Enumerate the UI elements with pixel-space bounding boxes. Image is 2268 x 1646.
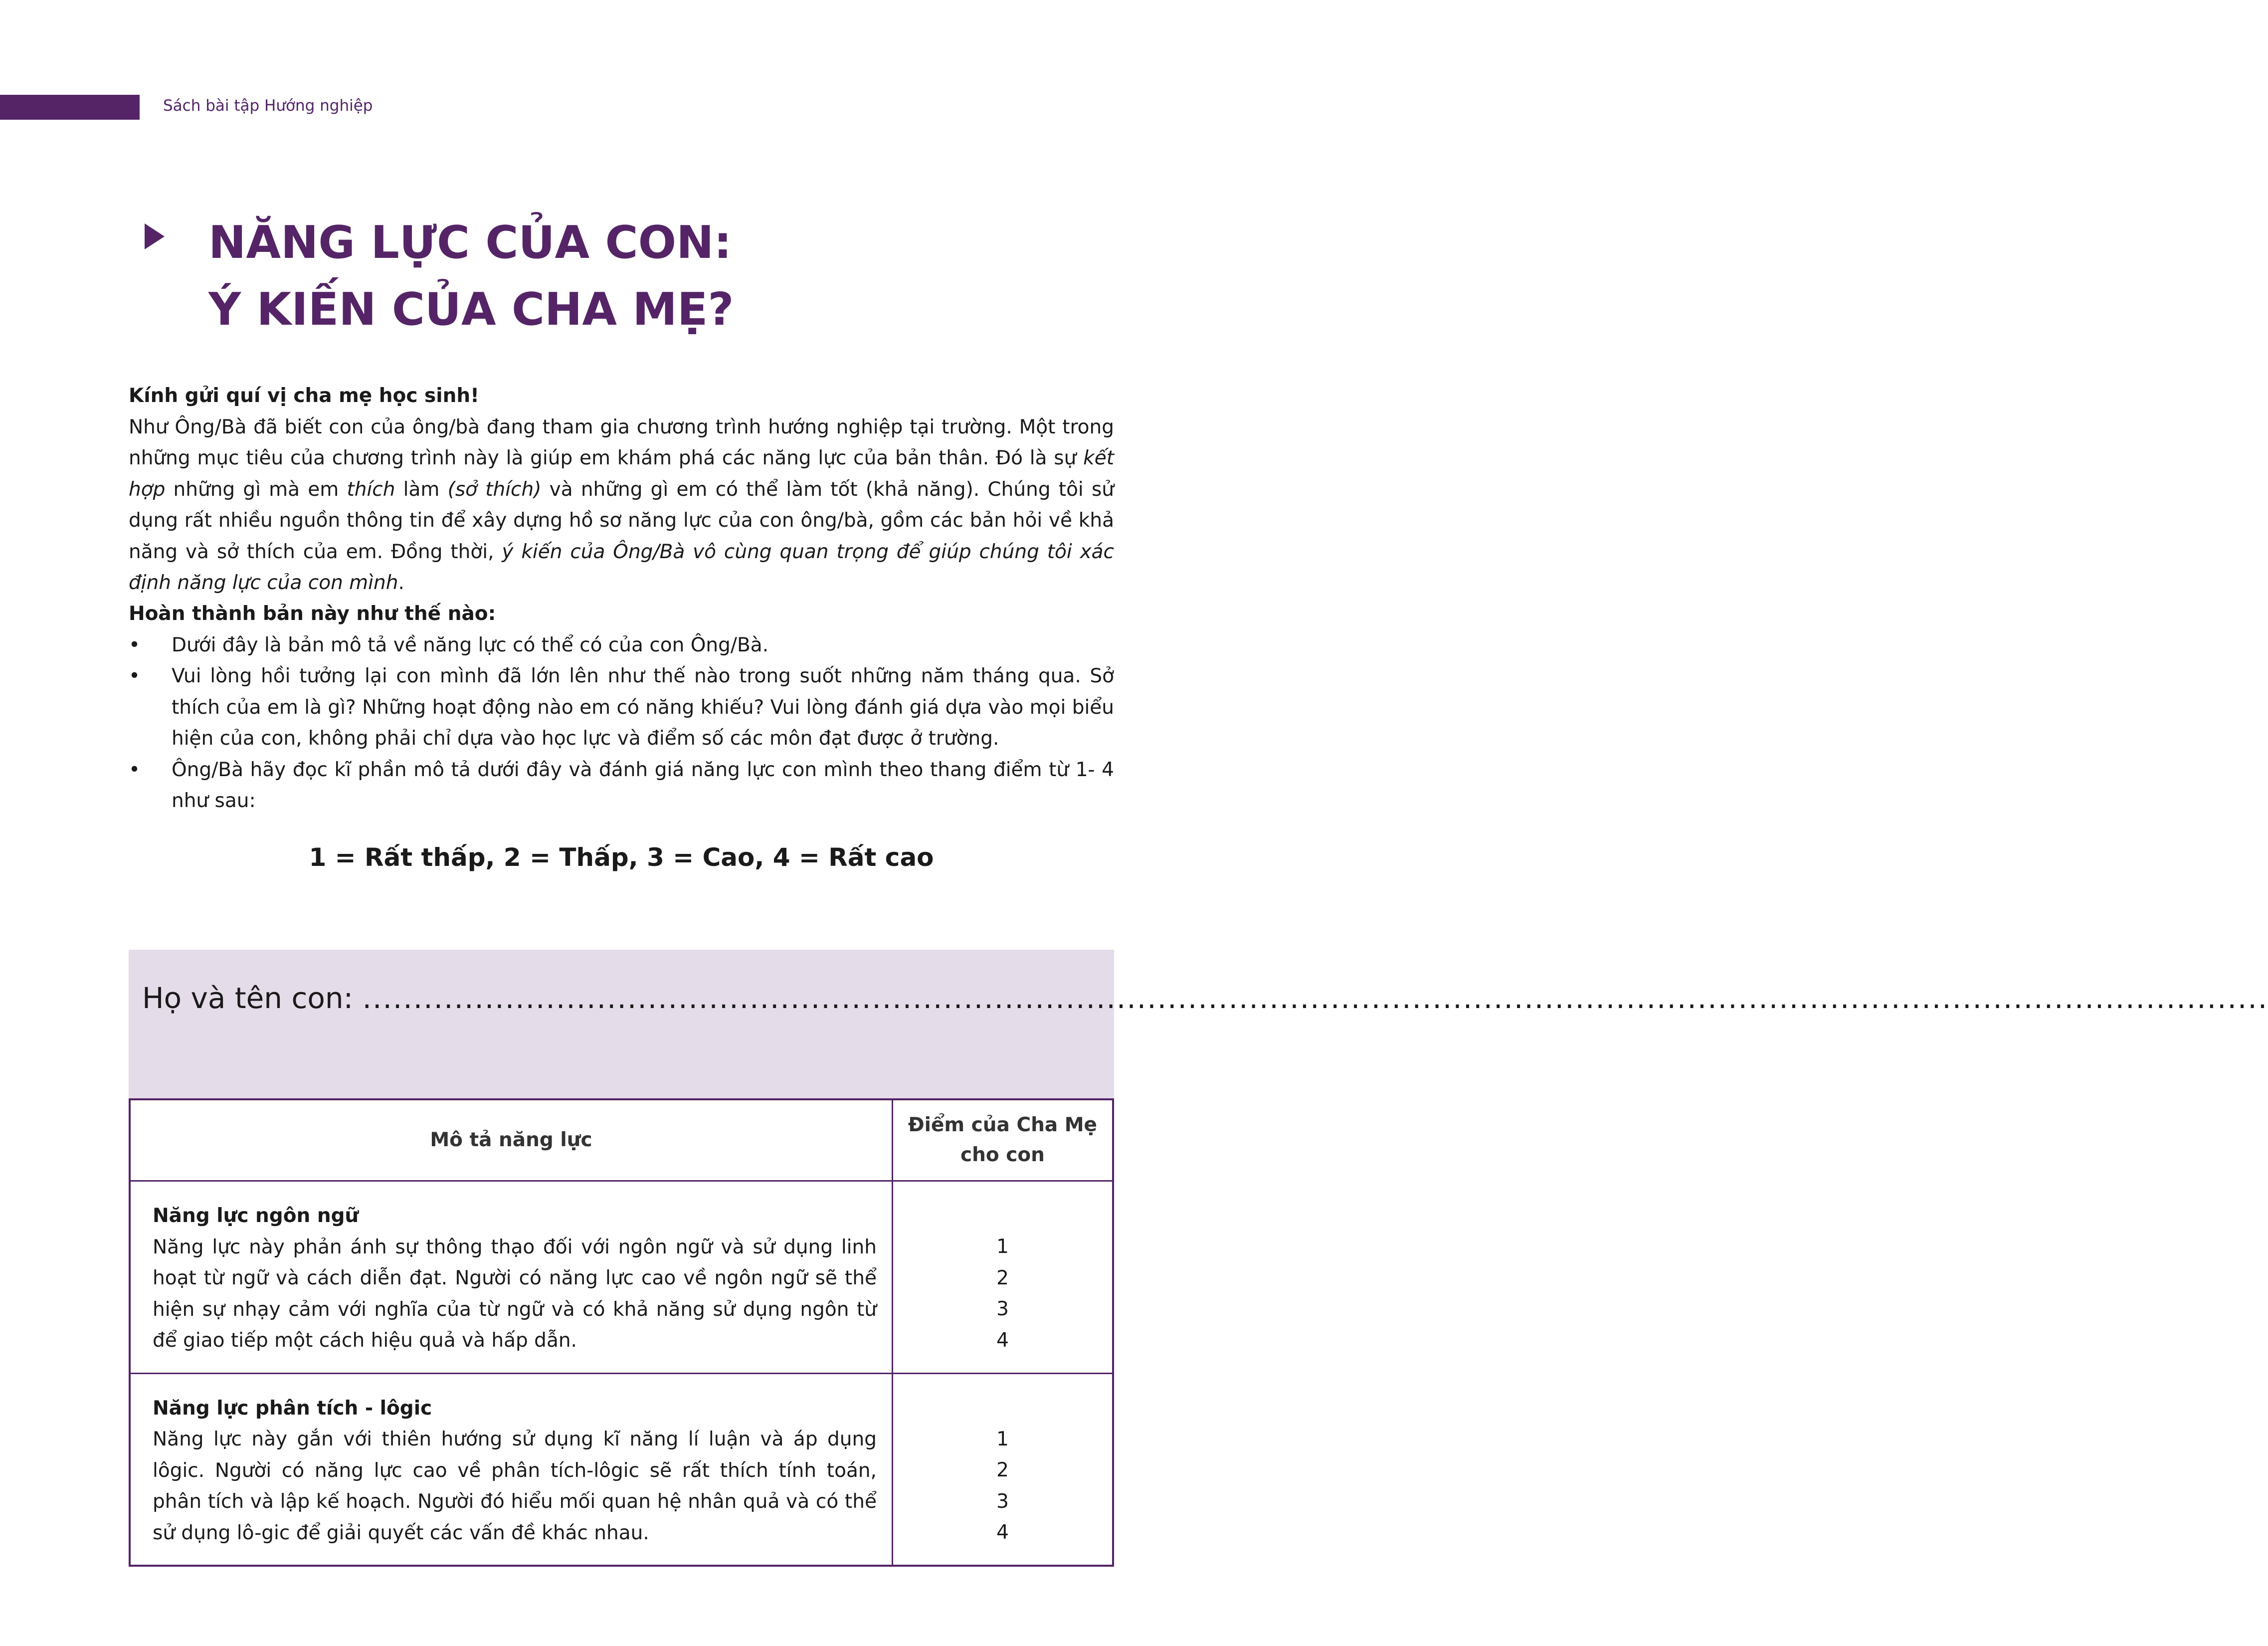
page-title	[208, 209, 734, 343]
score-option[interactable]: 1	[996, 1428, 1009, 1450]
list-item	[129, 661, 1114, 755]
instructions-section	[129, 599, 1114, 817]
ability-description	[130, 1181, 892, 1374]
ability-heading: Năng lực ngôn ngữ	[153, 1205, 359, 1227]
score-option[interactable]: 1	[996, 1235, 1009, 1258]
intro-emphasis-1: kết hợp	[129, 447, 1114, 501]
intro-text-3: làm	[395, 478, 448, 501]
title-line-1: NĂNG LỰC CỦA CON:	[208, 216, 732, 269]
score-option[interactable]: 2	[996, 1266, 1009, 1289]
greeting-section	[129, 381, 1114, 599]
list-item-text: Ông/Bà hãy đọc kĩ phần mô tả dưới đây và đánh giá năng lực con mình theo thang điểm từ 1- 4 như sau:	[172, 758, 1114, 812]
ability-description	[130, 1373, 892, 1566]
title-line-2: Ý KIẾN CỦA CHA MẸ?	[208, 283, 734, 336]
ability-heading: Năng lực phân tích - lôgic	[153, 1397, 432, 1420]
score-header-line-1: Điểm của Cha Mẹ	[908, 1114, 1097, 1136]
book-title: Sách bài tập Hướng nghiệp	[163, 97, 373, 115]
score-option[interactable]: 4	[996, 1521, 1009, 1544]
instructions-list	[129, 630, 1114, 817]
list-item	[129, 755, 1114, 817]
instructions-heading: Hoàn thành bản này như thế nào:	[129, 603, 496, 625]
ability-text: Năng lực này gắn với thiên hướng sử dụng kĩ năng lí luận và áp dụng lôgic. Người có năng lực cao về phân tích-lôgic sẽ rất thích tính toán, phân tích và lập kế hoạch. Người đó hiểu mối quan hệ nhân quả và có thể sử dụng lô-gic để giải quyết các vấn đề khác nhau.	[153, 1428, 877, 1544]
table-row	[130, 1373, 1113, 1566]
list-item-text: Vui lòng hồi tưởng lại con mình đã lớn lên như thế nào trong suốt những năm tháng qua. Sở thích của em là gì? Những hoạt động nào em có năng khiếu? Vui lòng đánh giá dựa vào mọi biểu hiện của con, không phải chỉ dựa vào học lực và điểm số các môn đạt được ở trường.	[172, 665, 1114, 750]
table-row	[130, 1181, 1113, 1374]
ability-text: Năng lực này phản ánh sự thông thạo đối với ngôn ngữ và sử dụng linh hoạt từ ngữ và cách diễn đạt. Người có năng lực cao về ngôn ngữ sẽ thể hiện sự nhạy cảm với nghĩa của từ ngữ và có khả năng sử dụng ngôn từ để giao tiếp một cách hiệu quả và hấp dẫn.	[153, 1235, 877, 1352]
intro-emphasis-3: (sở thích)	[447, 478, 542, 501]
intro-paragraph	[129, 412, 1114, 599]
intro-text-5: .	[398, 572, 404, 594]
salutation: Kính gửi quí vị cha mẹ học sinh!	[129, 385, 479, 407]
score-option[interactable]: 3	[996, 1298, 1009, 1320]
list-item-text: Dưới đây là bản mô tả về năng lực có thể có của con Ông/Bà.	[172, 633, 769, 656]
table-header-row	[130, 1099, 1113, 1181]
score-option[interactable]: 4	[996, 1329, 1009, 1352]
list-item	[129, 630, 1114, 661]
abilities-table	[129, 1098, 1114, 1567]
score-options	[892, 1181, 1113, 1374]
intro-text-1: Như Ông/Bà đã biết con của ông/bà đang tham gia chương trình hướng nghiệp tại trường. Một trong những mục tiêu của chương trình này là giúp em khám phá các năng lực của bản thân. Đó là sự	[129, 415, 1114, 469]
title-arrow-icon	[145, 223, 165, 249]
name-label: Họ và tên con:	[142, 981, 354, 1015]
bullet-icon: •	[129, 665, 141, 687]
column-header-description: Mô tả năng lực	[130, 1099, 892, 1181]
score-option[interactable]: 3	[996, 1490, 1009, 1513]
intro-text-2: những gì mà em	[165, 478, 347, 501]
column-header-score	[892, 1099, 1113, 1181]
header-accent-bar	[0, 95, 140, 120]
name-field[interactable]	[142, 981, 2268, 1016]
score-option[interactable]: 2	[996, 1459, 1009, 1481]
student-info-box	[129, 950, 2268, 1098]
name-dots: ...........................................................................................................................................................................................	[362, 981, 2268, 1015]
intro-text-4: và những gì em có thể làm tốt (khả năng). Chúng tôi sử dụng rất nhiều nguồn thông tin để xây dựng hồ sơ năng lực của con ông/bà, gồm các bản hỏi về khả năng và sở thích của em. Đồng thời,	[129, 478, 1115, 563]
intro-emphasis-4: ý kiến của Ông/Bà vô cùng quan trọng để giúp chúng tôi xác định năng lực của con mình	[129, 540, 1114, 594]
rating-scale: 1 = Rất thấp, 2 = Thấp, 3 = Cao, 4 = Rất cao	[309, 843, 934, 872]
bullet-icon: •	[129, 758, 141, 781]
intro-emphasis-2: thích	[347, 478, 395, 501]
score-options	[892, 1373, 1113, 1566]
bullet-icon: •	[129, 633, 141, 656]
score-header-line-2: cho con	[960, 1144, 1045, 1166]
